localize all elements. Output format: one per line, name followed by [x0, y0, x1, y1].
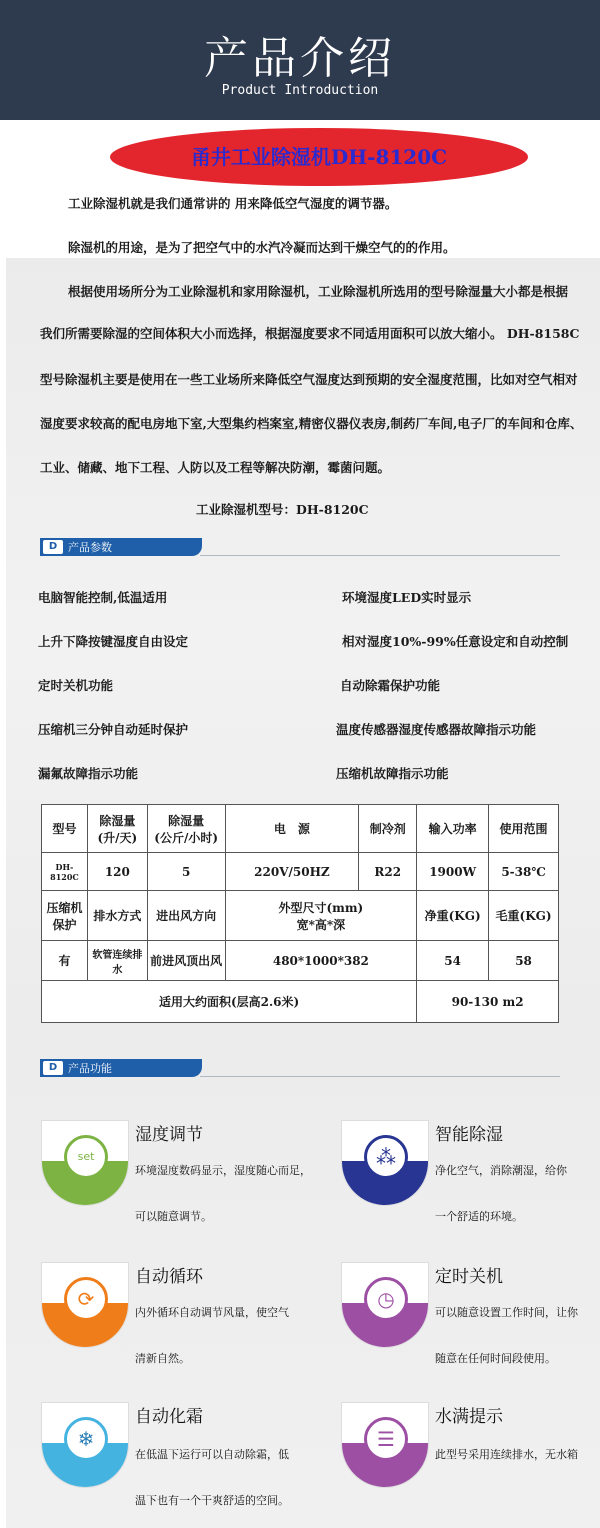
cycle-icon — [41, 1262, 129, 1348]
table-header-cell: 进出风方向 — [147, 891, 225, 941]
table-row — [42, 981, 559, 1023]
table-header-cell: 制冷剂 — [359, 805, 417, 853]
shower-icon — [341, 1120, 429, 1206]
function-title: 自动化霜 — [135, 1407, 203, 1427]
intro-line: 型号除湿机主要是使用在一些工业场所来降低空气湿度达到预期的安全湿度范围，比如对空气相对 — [40, 372, 578, 387]
table-cell: 220V/50HZ — [225, 853, 359, 891]
table-header-cell: 型号 — [42, 805, 88, 853]
feature-item: 电脑智能控制,低温适用 — [38, 590, 168, 605]
snowflake-icon — [41, 1402, 129, 1488]
function-desc: 在低温下运行可以自动除霜，低 — [135, 1448, 289, 1461]
table-header-cell: 压缩机 保护 — [42, 891, 88, 941]
function-card-smart-dehumidify — [341, 1120, 600, 1240]
table-cell: 120 — [87, 853, 147, 891]
table-cell: 54 — [417, 941, 489, 981]
table-header-cell: 净重(KG) — [417, 891, 489, 941]
table-cell: 5 — [147, 853, 225, 891]
feature-item: 压缩机三分钟自动延时保护 — [38, 722, 189, 737]
table-cell: 58 — [489, 941, 559, 981]
table-row — [42, 941, 559, 981]
section-divider — [200, 1076, 560, 1077]
table-row — [42, 853, 559, 891]
table-cell: DH-8120C — [42, 853, 88, 891]
table-cell: 软管连续排水 — [87, 941, 147, 981]
function-desc: 可以随意调节。 — [135, 1210, 212, 1223]
intro-line: 我们所需要除湿的空间体积大小而选择，根据湿度要求不同适用面积可以放大缩小。 DH-8158C — [40, 326, 580, 341]
table-header-cell: 使用范围 — [489, 805, 559, 853]
function-desc: 可以随意设置工作时间，让你 — [435, 1306, 578, 1319]
d-logo-icon: D — [43, 1061, 63, 1075]
feature-item: 漏氟故障指示功能 — [38, 766, 139, 781]
header — [0, 0, 600, 120]
table-cell: 适用大约面积(层高2.6米) — [42, 981, 417, 1023]
feature-item: 环境湿度LED实时显示 — [342, 590, 472, 605]
function-desc: 清新自然。 — [135, 1352, 190, 1365]
table-header-cell: 除湿量 (公斤/小时) — [147, 805, 225, 853]
water-tank-icon — [341, 1402, 429, 1488]
table-cell: 90-130 m2 — [417, 981, 559, 1023]
feature-item: 相对湿度10%-99%任意设定和自动控制 — [342, 634, 569, 649]
feature-item: 压缩机故障指示功能 — [336, 766, 449, 781]
table-header-cell: 外型尺寸(mm) 宽*高*深 — [225, 891, 417, 941]
intro-line: 除湿机的用途，是为了把空气中的水汽冷凝而达到干燥空气的的作用。 — [68, 240, 456, 255]
d-logo-icon: D — [43, 540, 63, 554]
table-row — [42, 891, 559, 941]
table-header-cell: 排水方式 — [87, 891, 147, 941]
function-card-humidity — [41, 1120, 311, 1240]
function-desc: 环境湿度数码显示，湿度随心而足， — [135, 1164, 311, 1177]
table-cell: R22 — [359, 853, 417, 891]
table-header-cell: 毛重(KG) — [489, 891, 559, 941]
intro-line: 根据使用场所分为工业除湿机和家用除湿机，工业除湿机所选用的型号除湿量大小都是根据 — [68, 284, 569, 299]
section-divider — [200, 555, 560, 556]
spec-table — [41, 804, 559, 1023]
icon-glyph: ◷ — [364, 1277, 408, 1321]
table-header-cell: 除湿量 (升/天) — [87, 805, 147, 853]
table-header-cell: 输入功率 — [417, 805, 489, 853]
table-cell: 前进风顶出风 — [147, 941, 225, 981]
section-header-functions — [40, 1059, 202, 1077]
function-title: 智能除湿 — [435, 1125, 503, 1145]
function-card-timer — [341, 1262, 600, 1382]
intro-line: 工业除湿机就是我们通常讲的 用来降低空气湿度的调节器。 — [68, 196, 398, 211]
function-desc: 净化空气，消除潮湿，给你 — [435, 1164, 567, 1177]
table-header-cell: 电 源 — [225, 805, 359, 853]
function-card-water-full — [341, 1402, 600, 1522]
set-dial-icon — [41, 1120, 129, 1206]
function-desc: 一个舒适的环境。 — [435, 1210, 523, 1223]
function-desc: 内外循环自动调节风量，使空气 — [135, 1306, 289, 1319]
feature-item: 自动除霜保护功能 — [340, 678, 441, 693]
intro-line: 工业、储藏、地下工程、人防以及工程等解决防潮，霉菌问题。 — [40, 460, 391, 475]
function-card-auto-defrost — [41, 1402, 301, 1522]
function-title: 自动循环 — [135, 1267, 203, 1287]
function-desc: 温下也有一个干爽舒适的空间。 — [135, 1494, 289, 1507]
section-label: 产品功能 — [68, 1062, 112, 1075]
function-title: 水满提示 — [435, 1407, 503, 1427]
function-title: 定时关机 — [435, 1267, 503, 1287]
icon-glyph: ☰ — [364, 1417, 408, 1461]
function-title: 湿度调节 — [135, 1125, 203, 1145]
page-title: 产品介绍 — [204, 33, 396, 84]
icon-glyph: ⁂ — [364, 1135, 408, 1179]
icon-glyph: ⟳ — [64, 1277, 108, 1321]
table-cell: 有 — [42, 941, 88, 981]
product-name: 甬井工业除湿机DH-8120C — [190, 145, 448, 169]
icon-glyph: ❄ — [64, 1417, 108, 1461]
intro-line: 湿度要求较高的配电房地下室,大型集约档案室,精密仪器仪表房,制药厂车间,电子厂的车间和仓库、 — [40, 416, 583, 431]
table-row — [42, 805, 559, 853]
section-header-params — [40, 538, 202, 556]
function-card-auto-cycle — [41, 1262, 301, 1382]
table-cell: 5-38℃ — [489, 853, 559, 891]
table-cell: 1900W — [417, 853, 489, 891]
table-cell: 480*1000*382 — [225, 941, 417, 981]
page-subtitle: Product Introduction — [221, 83, 379, 98]
feature-item: 温度传感器湿度传感器故障指示功能 — [336, 722, 537, 737]
feature-item: 定时关机功能 — [38, 678, 114, 693]
icon-glyph: set — [64, 1135, 108, 1179]
function-desc: 此型号采用连续排水，无水箱 — [435, 1448, 578, 1461]
section-label: 产品参数 — [68, 541, 112, 554]
function-desc: 随意在任何时间段使用。 — [435, 1352, 556, 1365]
feature-item: 上升下降按键湿度自由设定 — [38, 634, 189, 649]
model-line: 工业除湿机型号：DH-8120C — [196, 502, 369, 517]
clock-icon — [341, 1262, 429, 1348]
product-name-banner — [110, 128, 528, 186]
